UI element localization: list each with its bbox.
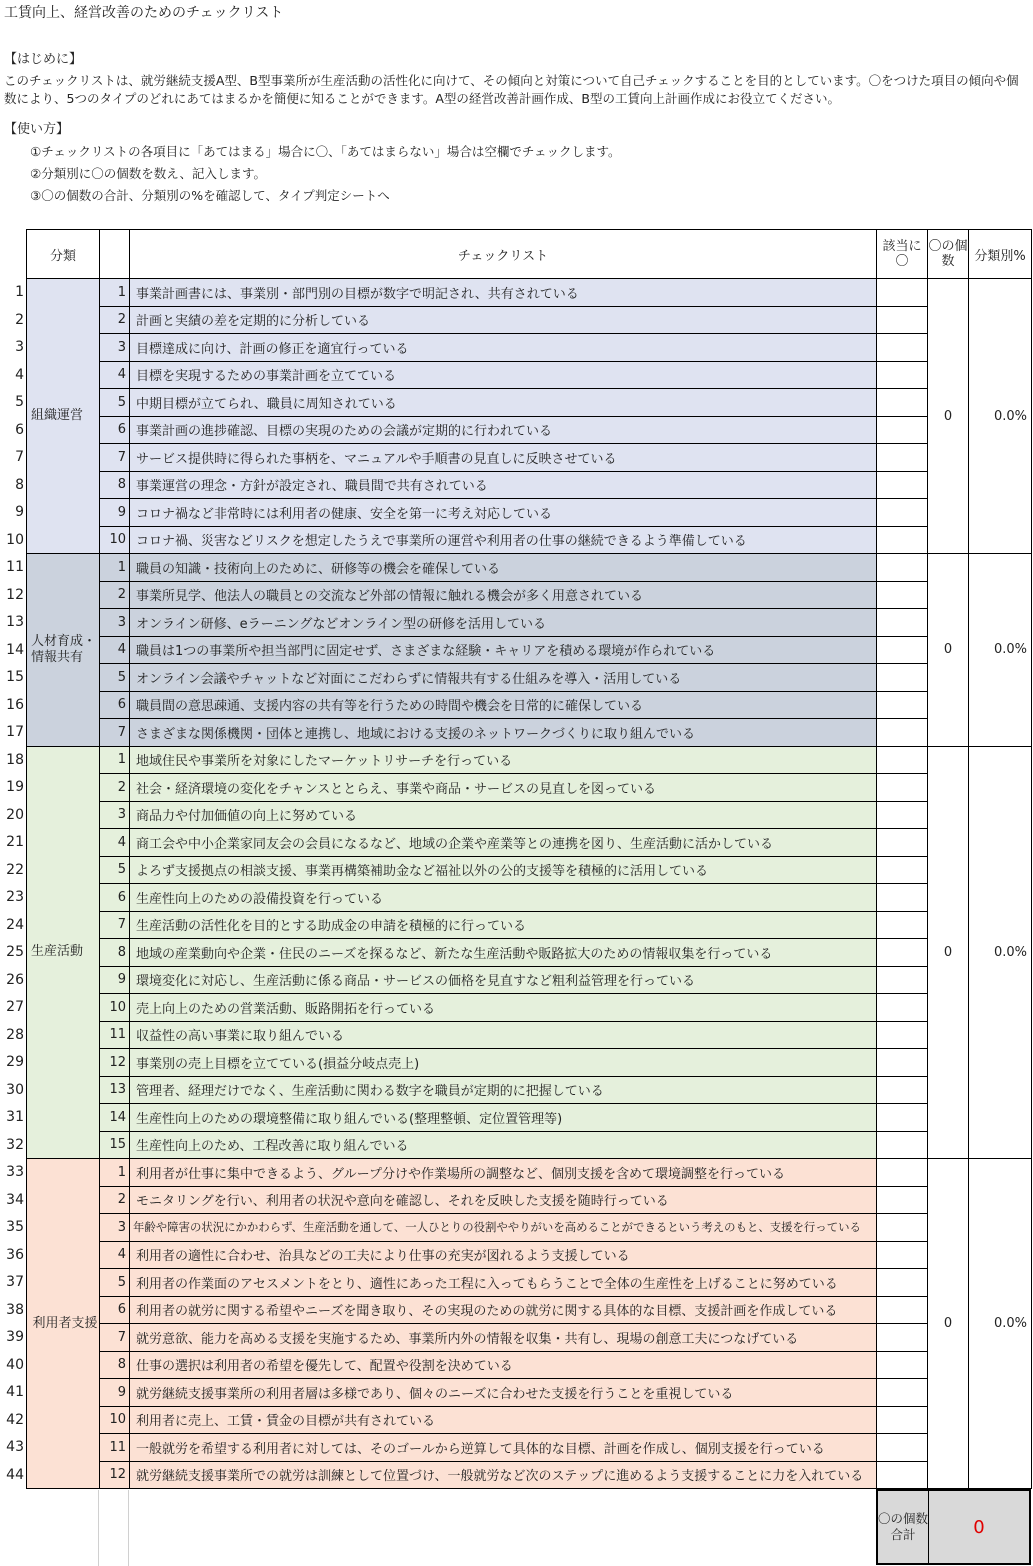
check-mark-cell[interactable] [877, 444, 928, 472]
table-row [27, 1076, 1032, 1104]
category-percent: 0.0% [969, 1159, 1032, 1489]
row-number: 6 [15, 421, 24, 438]
table-row [27, 664, 1032, 692]
usage-step: ③〇の個数の合計、分類別の%を確認して、タイプ判定シートへ [30, 188, 390, 203]
check-mark-cell[interactable] [877, 334, 928, 362]
total-count-label: 〇の個数合計 [878, 1491, 929, 1563]
item-number: 15 [100, 1131, 130, 1159]
check-mark-cell[interactable] [877, 609, 928, 637]
checklist-item: 職員の知識・技術向上のために、研修等の機会を確保している [130, 554, 877, 582]
checklist-item: 目標を実現するための事業計画を立てている [130, 361, 877, 389]
table-row [27, 471, 1032, 499]
item-number: 2 [100, 581, 130, 609]
check-mark-cell[interactable] [877, 884, 928, 912]
checklist-item: 利用者の就労に関する希望やニーズを聞き取り、その実現のための就労に関する具体的な目標、支援計画を作成している [130, 1296, 877, 1324]
checklist-table [26, 229, 1032, 1489]
checklist-item: 利用者の作業面のアセスメントをとり、適性にあった工程に入ってもらうことで全体の生産性を上げることに努めている [130, 1269, 877, 1297]
row-number: 1 [15, 284, 24, 300]
checklist-item: 生産活動の活性化を目的とする助成金の申請を積極的に行っている [130, 911, 877, 939]
item-number: 3 [100, 609, 130, 637]
page-title: 工賃向上、経営改善のためのチェックリスト [4, 5, 284, 21]
item-number: 8 [100, 471, 130, 499]
category-count: 0 [928, 746, 969, 1159]
check-mark-cell[interactable] [877, 1049, 928, 1077]
check-mark-cell[interactable] [877, 1296, 928, 1324]
check-mark-cell[interactable] [877, 1434, 928, 1462]
table-row [27, 774, 1032, 802]
item-number: 3 [100, 1214, 130, 1242]
item-number: 12 [100, 1049, 130, 1077]
table-row [27, 609, 1032, 637]
check-mark-cell[interactable] [877, 499, 928, 527]
check-mark-cell[interactable] [877, 774, 928, 802]
checklist-item: 商品力や付加価値の向上に努めている [130, 801, 877, 829]
table-row [27, 1406, 1032, 1434]
item-number: 8 [100, 1351, 130, 1379]
checklist-item: 仕事の選択は利用者の希望を優先して、配置や役割を決めている [130, 1351, 877, 1379]
check-mark-cell[interactable] [877, 994, 928, 1022]
checklist-item: さまざまな関係機関・団体と連携し、地域における支援のネットワークづくりに取り組んでいる [130, 719, 877, 747]
checklist-item: 地域の産業動向や企業・住民のニーズを探るなど、新たな生産活動や販路拡大のための情報収集を行っている [130, 939, 877, 967]
row-number: 22 [6, 861, 24, 878]
check-mark-cell[interactable] [877, 939, 928, 967]
item-number: 4 [100, 1241, 130, 1269]
table-row [27, 1241, 1032, 1269]
category-percent: 0.0% [969, 746, 1032, 1159]
category-count: 0 [928, 279, 969, 554]
table-row [27, 1104, 1032, 1132]
table-row [27, 526, 1032, 554]
row-number: 29 [6, 1054, 24, 1070]
check-mark-cell[interactable] [877, 691, 928, 719]
usage-heading: 【使い方】 [4, 122, 70, 137]
intro-text: このチェックリストは、就労継続支援A型、B型事業所が生産活動の活性化に向けて、その傾向と対策について自己チェックすることを目的としています。〇をつけた項目の傾向や個数により、5つのタイプのどれにあてはまるかを簡便に知ることができます。A型の経営改善計画作成、B型の工賃向上計画作成にお役立てください。 [4, 73, 1019, 106]
row-number: 38 [6, 1301, 24, 1318]
check-mark-cell[interactable] [877, 1351, 928, 1379]
row-number: 7 [15, 449, 24, 465]
check-mark-cell[interactable] [877, 1131, 928, 1159]
check-mark-cell[interactable] [877, 1159, 928, 1187]
category-percent: 0.0% [969, 279, 1032, 554]
check-mark-cell[interactable] [877, 1186, 928, 1214]
item-number: 9 [100, 966, 130, 994]
checklist-item: 目標達成に向け、計画の修正を適宜行っている [130, 334, 877, 362]
row-number: 8 [15, 476, 24, 493]
header-category: 分類 [27, 230, 100, 279]
category-label: 組織運営 [27, 279, 100, 554]
table-row [27, 1021, 1032, 1049]
checklist-item: 社会・経済環境の変化をチャンスととらえ、事業や商品・サービスの見直しを図っている [130, 774, 877, 802]
checklist-item: 地域住民や事業所を対象にしたマーケットリサーチを行っている [130, 746, 877, 774]
checklist-item: 生産性向上のための設備投資を行っている [130, 884, 877, 912]
row-number: 18 [6, 751, 24, 768]
item-number: 5 [100, 856, 130, 884]
item-number: 4 [100, 361, 130, 389]
checklist-item: 中期目標が立てられ、職員に周知されている [130, 389, 877, 417]
check-mark-cell[interactable] [877, 829, 928, 857]
row-number: 19 [6, 779, 24, 795]
item-number: 3 [100, 801, 130, 829]
checklist-item: 就労継続支援事業所の利用者層は多様であり、個々のニーズに合わせた支援を行うことを重視している [130, 1379, 877, 1407]
table-row [27, 691, 1032, 719]
checklist-item: 事業運営の理念・方針が設定され、職員間で共有されている [130, 471, 877, 499]
check-mark-cell[interactable] [877, 966, 928, 994]
checklist-item: 売上向上のための営業活動、販路開拓を行っている [130, 994, 877, 1022]
table-row [27, 416, 1032, 444]
check-mark-cell[interactable] [877, 416, 928, 444]
row-number: 12 [6, 586, 24, 603]
table-row [27, 746, 1032, 774]
item-number: 7 [100, 444, 130, 472]
table-row [27, 911, 1032, 939]
item-number: 7 [100, 719, 130, 747]
item-number: 6 [100, 1296, 130, 1324]
check-mark-cell[interactable] [877, 636, 928, 664]
table-row [27, 1214, 1032, 1242]
row-number: 15 [6, 669, 24, 685]
header-mark: 該当に〇 [877, 230, 928, 279]
table-row [27, 279, 1032, 307]
category-count: 0 [928, 1159, 969, 1489]
table-row [27, 1379, 1032, 1407]
table-row [27, 361, 1032, 389]
item-number: 9 [100, 1379, 130, 1407]
check-mark-cell[interactable] [877, 1324, 928, 1352]
row-number: 16 [6, 696, 24, 713]
item-number: 8 [100, 939, 130, 967]
check-mark-cell[interactable] [877, 279, 928, 307]
row-number: 27 [6, 999, 24, 1015]
item-number: 2 [100, 306, 130, 334]
row-number: 26 [6, 971, 24, 988]
item-number: 5 [100, 389, 130, 417]
check-mark-cell[interactable] [877, 471, 928, 499]
table-row [27, 1131, 1032, 1159]
total-count-box [876, 1489, 1031, 1565]
checklist-item: 収益性の高い事業に取り組んでいる [130, 1021, 877, 1049]
item-number: 11 [100, 1434, 130, 1462]
row-number: 5 [15, 394, 24, 410]
table-row [27, 1434, 1032, 1462]
checklist-item: コロナ禍など非常時には利用者の健康、安全を第一に考え対応している [130, 499, 877, 527]
table-row [27, 801, 1032, 829]
table-row [27, 499, 1032, 527]
table-row [27, 554, 1032, 582]
checklist-item: サービス提供時に得られた事柄を、マニュアルや手順書の見直しに反映させている [130, 444, 877, 472]
checklist-item: 年齢や障害の状況にかかわらず、生産活動を通して、一人ひとりの役割ややりがいを高めることができるという考えのもと、支援を行っている [130, 1214, 877, 1242]
check-mark-cell[interactable] [877, 1269, 928, 1297]
table-row [27, 1351, 1032, 1379]
table-row [27, 1296, 1032, 1324]
check-mark-cell[interactable] [877, 1076, 928, 1104]
row-number: 23 [6, 889, 24, 905]
item-number: 1 [100, 1159, 130, 1187]
header-percent: 分類別% [969, 230, 1032, 279]
item-number: 4 [100, 636, 130, 664]
table-row [27, 966, 1032, 994]
row-number: 40 [6, 1356, 24, 1373]
check-mark-cell[interactable] [877, 1021, 928, 1049]
row-number: 41 [6, 1384, 24, 1400]
check-mark-cell[interactable] [877, 581, 928, 609]
row-number: 37 [6, 1274, 24, 1290]
row-number: 13 [6, 614, 24, 630]
row-number: 28 [6, 1026, 24, 1043]
header-number [100, 230, 130, 279]
table-row [27, 1159, 1032, 1187]
checklist-item: 利用者に売上、工賃・賃金の目標が共有されている [130, 1406, 877, 1434]
table-row [27, 306, 1032, 334]
row-number: 32 [6, 1136, 24, 1153]
total-count-value: 0 [929, 1491, 1029, 1563]
checklist-item: 就労意欲、能力を高める支援を実施するため、事業所内外の情報を収集・共有し、現場の創意工夫につなげている [130, 1324, 877, 1352]
check-mark-cell[interactable] [877, 856, 928, 884]
table-row [27, 1049, 1032, 1077]
item-number: 3 [100, 334, 130, 362]
item-number: 7 [100, 911, 130, 939]
checklist-item: 職員間の意思疎通、支援内容の共有等を行うための時間や機会を日常的に確保している [130, 691, 877, 719]
item-number: 14 [100, 1104, 130, 1132]
row-number: 44 [6, 1466, 24, 1483]
checklist-item: オンライン研修、eラーニングなどオンライン型の研修を活用している [130, 609, 877, 637]
checklist-item: 事業計画の進捗確認、目標の実現のための会議が定期的に行われている [130, 416, 877, 444]
item-number: 10 [100, 1406, 130, 1434]
row-number: 36 [6, 1246, 24, 1263]
item-number: 6 [100, 884, 130, 912]
row-number: 20 [6, 806, 24, 823]
checklist-item: 利用者の適性に合わせ、治具などの工夫により仕事の充実が図れるよう支援している [130, 1241, 877, 1269]
row-number: 43 [6, 1439, 24, 1455]
row-number: 17 [6, 724, 24, 740]
checklist-item: 計画と実績の差を定期的に分析している [130, 306, 877, 334]
item-number: 5 [100, 1269, 130, 1297]
check-mark-cell[interactable] [877, 1241, 928, 1269]
category-label: 利用者支援 [27, 1159, 100, 1489]
checklist-item: 利用者が仕事に集中できるよう、グループ分けや作業場所の調整など、個別支援を含めて環境調整を行っている [130, 1159, 877, 1187]
row-number: 11 [6, 559, 24, 575]
check-mark-cell[interactable] [877, 1379, 928, 1407]
item-number: 1 [100, 279, 130, 307]
item-number: 1 [100, 746, 130, 774]
check-mark-cell[interactable] [877, 526, 928, 554]
checklist-item: コロナ禍、災害などリスクを想定したうえで事業所の運営や利用者の仕事の継続できるよう準備している [130, 526, 877, 554]
row-number: 34 [6, 1191, 24, 1208]
checklist-item: よろず支援拠点の相談支援、事業再構築補助金など福祉以外の公的支援等を積極的に活用している [130, 856, 877, 884]
item-number: 1 [100, 554, 130, 582]
row-number: 35 [6, 1219, 24, 1235]
category-label: 人材育成・情報共有 [27, 554, 100, 747]
item-number: 12 [100, 1461, 130, 1489]
check-mark-cell[interactable] [877, 719, 928, 747]
checklist-item: 一般就労を希望する利用者に対しては、そのゴールから逆算して具体的な目標、計画を作成し、個別支援を行っている [130, 1434, 877, 1462]
row-number: 30 [6, 1081, 24, 1098]
row-number: 9 [15, 504, 24, 520]
table-row [27, 856, 1032, 884]
check-mark-cell[interactable] [877, 911, 928, 939]
category-count: 0 [928, 554, 969, 747]
table-row [27, 939, 1032, 967]
row-number: 33 [6, 1164, 24, 1180]
category-label: 生産活動 [27, 746, 100, 1159]
table-row [27, 389, 1032, 417]
table-row [27, 1186, 1032, 1214]
table-row [27, 1324, 1032, 1352]
item-number: 10 [100, 526, 130, 554]
check-mark-cell[interactable] [877, 1214, 928, 1242]
row-number: 31 [6, 1109, 24, 1125]
checklist-item: 職員は1つの事業所や担当部門に固定せず、さまざまな経験・キャリアを積める環境が作られている [130, 636, 877, 664]
table-row [27, 444, 1032, 472]
row-number: 39 [6, 1329, 24, 1345]
checklist-item: 事業別の売上目標を立てている(損益分岐点売上) [130, 1049, 877, 1077]
check-mark-cell[interactable] [877, 361, 928, 389]
row-number: 21 [6, 834, 24, 850]
checklist-item: 就労継続支援事業所での就労は訓練として位置づけ、一般就労など次のステップに進めるよう支援することに力を入れている [130, 1461, 877, 1489]
header-count: 〇の個数 [928, 230, 969, 279]
row-number: 3 [15, 339, 24, 355]
row-number: 2 [15, 311, 24, 328]
item-number: 13 [100, 1076, 130, 1104]
table-row [27, 884, 1032, 912]
checklist-item: 事業所見学、他法人の職員との交流など外部の情報に触れる機会が多く用意されている [130, 581, 877, 609]
row-number: 4 [15, 366, 24, 383]
item-number: 7 [100, 1324, 130, 1352]
checklist-item: 管理者、経理だけでなく、生産活動に関わる数字を職員が定期的に把握している [130, 1076, 877, 1104]
item-number: 2 [100, 774, 130, 802]
checklist-item: 生産性向上のため、工程改善に取り組んでいる [130, 1131, 877, 1159]
table-row [27, 1269, 1032, 1297]
item-number: 2 [100, 1186, 130, 1214]
check-mark-cell[interactable] [877, 801, 928, 829]
usage-step: ①チェックリストの各項目に「あてはまる」場合に〇、「あてはまらない」場合は空欄でチェックします。 [30, 144, 621, 159]
row-number: 10 [6, 531, 24, 548]
item-number: 6 [100, 691, 130, 719]
table-row [27, 829, 1032, 857]
table-row [27, 334, 1032, 362]
checklist-item: 生産性向上のための環境整備に取り組んでいる(整理整頓、定位置管理等) [130, 1104, 877, 1132]
check-mark-cell[interactable] [877, 746, 928, 774]
check-mark-cell[interactable] [877, 1406, 928, 1434]
checklist-item: 環境変化に対応し、生産活動に係る商品・サービスの価格を見直すなど粗利益管理を行っている [130, 966, 877, 994]
check-mark-cell[interactable] [877, 1461, 928, 1489]
check-mark-cell[interactable] [877, 389, 928, 417]
checklist-item: 商工会や中小企業家同友会の会員になるなど、地域の企業や産業等との連携を図り、生産活動に活かしている [130, 829, 877, 857]
checklist-item: モニタリングを行い、利用者の状況や意向を確認し、それを反映した支援を随時行っている [130, 1186, 877, 1214]
item-number: 11 [100, 1021, 130, 1049]
table-row [27, 994, 1032, 1022]
check-mark-cell[interactable] [877, 1104, 928, 1132]
item-number: 4 [100, 829, 130, 857]
check-mark-cell[interactable] [877, 306, 928, 334]
category-percent: 0.0% [969, 554, 1032, 747]
item-number: 9 [100, 499, 130, 527]
header-checklist: チェックリスト [130, 230, 877, 279]
table-row [27, 636, 1032, 664]
checklist-item: オンライン会議やチャットなど対面にこだわらずに情報共有する仕組みを導入・活用している [130, 664, 877, 692]
table-row [27, 719, 1032, 747]
checklist-item: 事業計画書には、事業別・部門別の目標が数字で明記され、共有されている [130, 279, 877, 307]
row-number: 25 [6, 944, 24, 960]
usage-step: ②分類別に〇の個数を数え、記入します。 [30, 166, 266, 181]
table-row [27, 581, 1032, 609]
item-number: 5 [100, 664, 130, 692]
row-number: 24 [6, 916, 24, 933]
row-number: 42 [6, 1411, 24, 1428]
table-row [27, 1461, 1032, 1489]
item-number: 10 [100, 994, 130, 1022]
check-mark-cell[interactable] [877, 554, 928, 582]
row-number: 14 [6, 641, 24, 658]
item-number: 6 [100, 416, 130, 444]
intro-heading: 【はじめに】 [4, 52, 83, 67]
check-mark-cell[interactable] [877, 664, 928, 692]
